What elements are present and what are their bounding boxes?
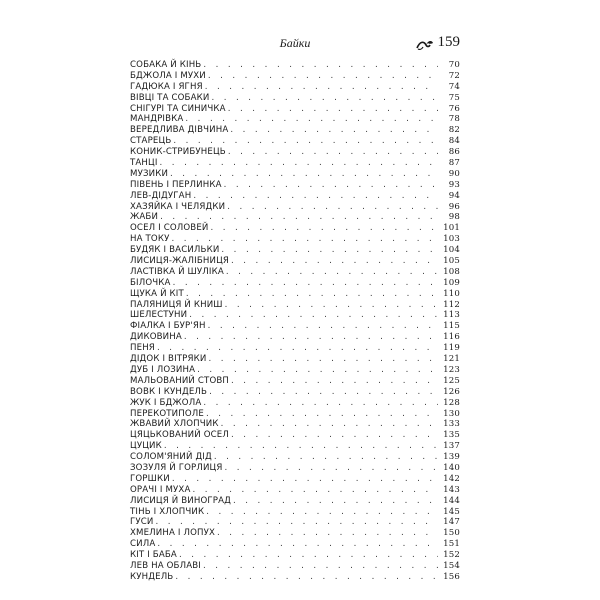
toc-entry [130, 310, 460, 321]
toc-entry [130, 343, 460, 354]
toc-entry [130, 365, 460, 376]
toc-entry-page: 151 [443, 539, 460, 550]
toc-dot-leader [208, 354, 438, 365]
leaf-ornament-icon [416, 36, 434, 48]
toc-dot-leader [175, 572, 438, 583]
toc-entry [130, 528, 460, 539]
toc-entry [130, 409, 460, 420]
toc-dot-leader [208, 321, 438, 332]
toc-entry [130, 93, 460, 104]
toc-dot-leader [217, 528, 438, 539]
toc-entry [130, 234, 460, 245]
toc-entry-title: ЗОЗУЛЯ Й ГОРЛИЦЯ [130, 462, 223, 473]
toc-entry-page: 76 [448, 103, 460, 114]
toc-entry-page: 156 [443, 571, 460, 582]
toc-entry-title: ЖАБИ [130, 212, 159, 223]
toc-entry-page: 86 [448, 147, 460, 158]
toc-entry-title: СОБАКА Й КІНЬ [130, 60, 202, 70]
toc-dot-leader [203, 60, 438, 71]
toc-entry-page: 78 [448, 114, 460, 125]
toc-entry [130, 387, 460, 398]
toc-entry-title: КОНИК-СТРИБУНЕЦЬ [130, 147, 226, 158]
toc-entry-page: 115 [443, 321, 460, 332]
toc-entry-page: 145 [443, 506, 460, 517]
toc-entry-title: ОРАЧІ І МУХА [130, 484, 191, 495]
toc-entry-page: 135 [443, 430, 460, 441]
toc-dot-leader [203, 561, 438, 572]
toc-entry-page: 90 [448, 168, 460, 179]
toc-entry [130, 463, 460, 474]
toc-dot-leader [184, 332, 438, 343]
toc-entry-title: ЛИСИЦЯ-ЖАЛІБНИЦЯ [130, 256, 230, 267]
toc-entry-title: ЖВАВИЙ ХЛОПЧИК [130, 419, 219, 430]
toc-entry-title: ОСЕЛ І СОЛОВЕЙ [130, 223, 209, 234]
toc-entry [130, 256, 460, 267]
toc-entry-title: СОЛОМ'ЯНИЙ ДІД [130, 452, 212, 463]
toc-dot-leader [214, 452, 438, 463]
toc-dot-leader [227, 202, 438, 213]
toc-entry [130, 71, 460, 82]
toc-entry [130, 441, 460, 452]
toc-entry-page: 105 [443, 256, 460, 267]
toc-dot-leader [206, 507, 438, 518]
toc-entry-page: 70 [448, 60, 460, 70]
toc-entry-title: ВОВК І КУНДЕЛЬ [130, 386, 208, 397]
toc-dot-leader [231, 430, 438, 441]
toc-entry-title: ХАЗЯЙКА І ЧЕЛЯДКИ [130, 201, 226, 212]
toc-entry-title: ГОРШКИ [130, 473, 170, 484]
toc-dot-leader [186, 289, 438, 300]
toc-dot-leader [160, 158, 438, 169]
toc-dot-leader [224, 180, 438, 191]
toc-dot-leader [197, 365, 438, 376]
toc-entry-title: ГАДЮКА І ЯГНЯ [130, 81, 203, 92]
running-title: Байки [279, 36, 311, 50]
toc-dot-leader [157, 343, 438, 354]
toc-entry [130, 572, 460, 583]
toc-entry-page: 121 [443, 354, 460, 365]
toc-dot-leader [228, 147, 438, 158]
toc-entry [130, 354, 460, 365]
toc-entry [130, 202, 460, 213]
toc-entry-page: 104 [443, 245, 460, 256]
toc-entry [130, 452, 460, 463]
toc-dot-leader [193, 191, 438, 202]
toc-entry [130, 114, 460, 125]
toc-entry-title: БІЛОЧКА [130, 277, 171, 288]
toc-entry [130, 561, 460, 572]
toc-entry-title: ВЕРЕДЛИВА ДІВЧИНА [130, 125, 229, 136]
toc-dot-leader [164, 441, 438, 452]
toc-dot-leader [170, 169, 438, 180]
toc-dot-leader [185, 114, 438, 125]
toc-dot-leader [224, 463, 438, 474]
toc-dot-leader [228, 104, 438, 115]
toc-dot-leader [189, 310, 438, 321]
toc-entry-page: 113 [443, 310, 460, 321]
toc-entry-page: 126 [443, 386, 460, 397]
toc-dot-leader [171, 234, 438, 245]
toc-dot-leader [230, 125, 438, 136]
toc-entry-page: 144 [443, 495, 460, 506]
toc-entry-title: КУНДЕЛЬ [130, 571, 174, 582]
toc-entry-page: 82 [448, 125, 460, 136]
toc-entry-page: 116 [443, 332, 460, 343]
toc-entry-page: 110 [443, 288, 460, 299]
toc-entry [130, 485, 460, 496]
toc-entry-page: 94 [448, 190, 460, 201]
toc-entry [130, 300, 460, 311]
toc-dot-leader [208, 71, 438, 82]
toc-entry [130, 180, 460, 191]
toc-dot-leader [231, 256, 438, 267]
toc-entry-page: 142 [443, 473, 460, 484]
toc-dot-leader [226, 267, 438, 278]
toc-entry-page: 139 [443, 452, 460, 463]
toc-entry [130, 212, 460, 223]
toc-entry [130, 332, 460, 343]
toc-entry-page: 128 [443, 397, 460, 408]
page-number-block [416, 34, 461, 50]
toc-entry [130, 278, 460, 289]
toc-entry-page: 150 [443, 528, 460, 539]
toc-entry-title: БДЖОЛА І МУХИ [130, 70, 206, 81]
toc-entry-title: НА ТОКУ [130, 234, 170, 245]
toc-entry-page: 143 [443, 484, 460, 495]
toc-dot-leader [221, 245, 438, 256]
toc-entry-page: 140 [443, 462, 460, 473]
toc-dot-leader [211, 93, 438, 104]
toc-dot-leader [156, 517, 438, 528]
toc-entry [130, 474, 460, 485]
toc-entry [130, 104, 460, 115]
toc-dot-leader [209, 387, 438, 398]
toc-dot-leader [206, 409, 438, 420]
toc-dot-leader [203, 398, 438, 409]
page-number: 159 [437, 34, 460, 50]
toc-entry-page: 152 [443, 550, 460, 561]
toc-entry-title: ДІДОК І ВІТРЯКИ [130, 354, 207, 365]
toc-entry-title: СТАРЕЦЬ [130, 136, 172, 147]
toc-dot-leader [205, 82, 438, 93]
toc-dot-leader [172, 474, 438, 485]
toc-entry [130, 60, 460, 71]
toc-entry [130, 419, 460, 430]
toc-entry-page: 98 [448, 212, 460, 223]
toc-entry-title: ЛЕВ НА ОБЛАВІ [130, 560, 201, 571]
toc-entry-title: ШЕЛЕСТУНИ [130, 310, 188, 321]
toc-entry-page: 109 [443, 277, 460, 288]
toc-entry [130, 398, 460, 409]
toc-dot-leader [221, 419, 438, 430]
toc-entry-page: 96 [448, 201, 460, 212]
toc-entry-title: ДИКОВИНА [130, 332, 182, 343]
toc-entry [130, 496, 460, 507]
toc-entry-page: 72 [448, 70, 460, 81]
toc-entry-page: 75 [448, 92, 460, 103]
toc-dot-leader [233, 496, 438, 507]
toc-dot-leader [160, 212, 438, 223]
toc-entry-page: 101 [443, 223, 460, 234]
toc-dot-leader [192, 485, 438, 496]
toc-entry-title: ВІВЦІ ТА СОБАКИ [130, 92, 210, 103]
toc-entry-title: ДУБ І ЛОЗИНА [130, 364, 196, 375]
toc-dot-leader [173, 278, 438, 289]
toc-entry-title: МАЛЬОВАНИЙ СТОВП [130, 375, 230, 386]
toc-entry [130, 136, 460, 147]
toc-dot-leader [173, 136, 438, 147]
toc-entry-title: БУДЯК І ВАСИЛЬКИ [130, 245, 220, 256]
toc-entry-title: ТАНЦІ [130, 158, 158, 169]
toc-entry [130, 550, 460, 561]
toc-entry [130, 321, 460, 332]
toc-entry-page: 147 [443, 517, 460, 528]
toc-entry [130, 82, 460, 93]
toc-entry-title: ПЕНЯ [130, 343, 155, 354]
toc-entry-page: 123 [443, 364, 460, 375]
toc-entry-page: 119 [443, 343, 460, 354]
toc-entry-title: ПАЛЯНИЦЯ Й КНИШ [130, 299, 223, 310]
toc-entry-title: ЖУК І БДЖОЛА [130, 397, 202, 408]
toc-entry [130, 158, 460, 169]
toc-entry [130, 507, 460, 518]
toc-entry-page: 103 [443, 234, 460, 245]
toc-entry-title: ЛЕВ-ДІДУГАН [130, 190, 192, 201]
toc-entry-title: СНІГУРІ ТА СИНИЧКА [130, 103, 226, 114]
toc-entry-title: ЛИСИЦЯ Й ВИНОГРАД [130, 495, 231, 506]
table-of-contents [130, 60, 460, 583]
toc-entry-title: ЦЯЦЬКОВАНИЙ ОСЕЛ [130, 430, 229, 441]
toc-entry [130, 430, 460, 441]
toc-entry-page: 125 [443, 375, 460, 386]
toc-entry [130, 169, 460, 180]
toc-dot-leader [211, 223, 439, 234]
toc-entry-title: ЛАСТІВКА Й ШУЛІКА [130, 266, 224, 277]
toc-entry [130, 267, 460, 278]
toc-dot-leader [231, 376, 438, 387]
toc-entry [130, 539, 460, 550]
toc-entry-page: 133 [443, 419, 460, 430]
toc-entry-title: ТІНЬ І ХЛОПЧИК [130, 506, 205, 517]
toc-entry-title: КІТ І БАБА [130, 550, 177, 561]
toc-entry-title: ПІВЕНЬ І ПЕРЛИНКА [130, 179, 222, 190]
toc-dot-leader [157, 539, 438, 550]
toc-entry-page: 87 [448, 158, 460, 169]
toc-entry [130, 376, 460, 387]
toc-entry-title: МУЗИКИ [130, 168, 169, 179]
toc-entry-title: ЩУКА Й КІТ [130, 288, 184, 299]
toc-entry [130, 147, 460, 158]
toc-entry [130, 245, 460, 256]
toc-entry-title: СИЛА [130, 539, 156, 550]
toc-entry-page: 112 [443, 299, 460, 310]
toc-entry [130, 289, 460, 300]
toc-entry-page: 130 [443, 408, 460, 419]
toc-entry-page: 154 [443, 560, 460, 571]
toc-entry-page: 137 [443, 441, 460, 452]
toc-entry-page: 74 [448, 81, 460, 92]
toc-entry-page: 84 [448, 136, 460, 147]
toc-entry [130, 517, 460, 528]
toc-entry-title: ПЕРЕКОТИПОЛЕ [130, 408, 204, 419]
toc-entry-title: МАНДРІВКА [130, 114, 184, 125]
toc-entry [130, 223, 460, 234]
toc-entry-title: ГУСИ [130, 517, 154, 528]
toc-dot-leader [225, 300, 438, 311]
toc-entry-title: ХМЕЛИНА І ЛОПУХ [130, 528, 216, 539]
page-header [130, 34, 460, 54]
toc-dot-leader [179, 550, 438, 561]
toc-entry-title: ЦУЦИК [130, 441, 162, 452]
toc-entry [130, 125, 460, 136]
toc-entry-title: ФІАЛКА І БУР'ЯН [130, 321, 206, 332]
toc-entry [130, 191, 460, 202]
toc-entry-page: 93 [448, 179, 460, 190]
toc-entry-page: 108 [443, 266, 460, 277]
